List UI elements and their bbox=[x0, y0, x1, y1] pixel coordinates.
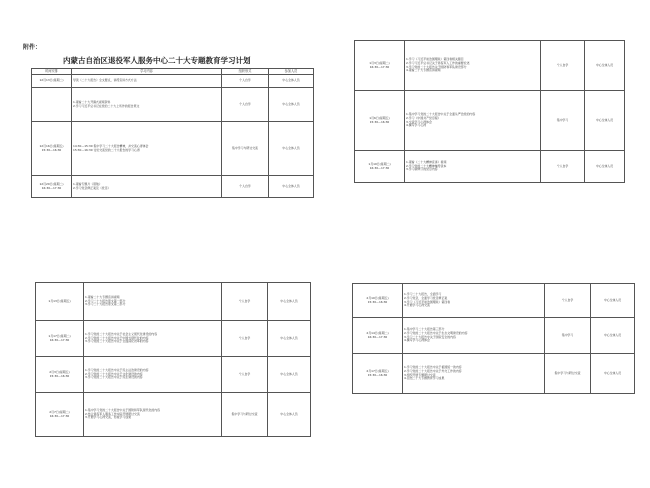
form-cell: 个人自学 bbox=[222, 176, 269, 198]
form-cell: 个人自学 bbox=[541, 151, 585, 183]
form-cell: 个人自学 bbox=[222, 283, 268, 321]
table-row bbox=[355, 91, 625, 151]
time-cell bbox=[32, 75, 72, 88]
content-line: 1.学习党的二十大报告中关于民主法治建设的内容 bbox=[85, 367, 149, 372]
content-line: 2.学习二十大报告原文第一部分 bbox=[85, 298, 126, 303]
table-row bbox=[353, 284, 635, 318]
content-cell bbox=[72, 122, 222, 176]
content-line: 2.学习党的二十大精神辅导读本 bbox=[406, 163, 447, 168]
time-cell bbox=[36, 283, 84, 321]
people-cell: 中心全体人员 bbox=[591, 284, 635, 318]
header-time: 时间安排 bbox=[32, 69, 72, 75]
table-row bbox=[32, 75, 314, 88]
time-line: 15:30—16:30 bbox=[367, 299, 388, 304]
content-cell bbox=[405, 91, 541, 151]
schedule-table-page-3 bbox=[35, 282, 311, 437]
content-line: 3.学习二十大报告原文第二部分 bbox=[85, 302, 126, 307]
time-line: 16:30—17:30 bbox=[367, 334, 388, 339]
table-row bbox=[32, 122, 314, 176]
content-line: 导读《二十大报告》全文要点，讲授宣讲方式方法 bbox=[73, 78, 137, 83]
time-line: 16:30—17:30 bbox=[369, 64, 390, 69]
form-cell: 个人自学 bbox=[541, 41, 585, 91]
table-row bbox=[36, 393, 311, 437]
table-row bbox=[355, 41, 625, 91]
content-line: 1.学习党的二十大报告中关于祖国统一的内容 bbox=[404, 364, 462, 369]
content-cell bbox=[403, 354, 545, 394]
time-cell bbox=[353, 284, 403, 318]
content-line: 1.观看二十大开幕式视频资料 bbox=[73, 100, 111, 105]
time-line: 16:30—17:30 bbox=[49, 413, 70, 418]
people-cell: 中心全体人员 bbox=[268, 321, 311, 357]
table-row bbox=[353, 354, 635, 394]
time-line: 16:30—17:30 bbox=[49, 337, 70, 342]
content-cell bbox=[84, 321, 222, 357]
people-cell: 中心全体人员 bbox=[585, 91, 625, 151]
table-row bbox=[32, 88, 314, 122]
content-cell bbox=[405, 41, 541, 91]
table-row bbox=[32, 176, 314, 198]
content-line: 2.学习党的二十大报告中关于中国式现代化的内容 bbox=[85, 335, 149, 340]
content-line: 1.学习党的二十大报告中关于社会主义现代化建设的内容 bbox=[85, 331, 158, 336]
form-cell: 集中学习与研讨交流 bbox=[222, 393, 268, 437]
time-cell bbox=[36, 321, 84, 357]
time-cell bbox=[355, 91, 405, 151]
content-line: 3.学习《习近平谈治国理政》第四卷 bbox=[404, 299, 451, 304]
table-row bbox=[36, 321, 311, 357]
content-cell bbox=[72, 88, 222, 122]
document-page-2 bbox=[346, 35, 638, 185]
content-line: 2.学习习近平总书记在党的二十大上所作的报告原文 bbox=[73, 103, 140, 108]
time-line: 1月17日(星期二) bbox=[48, 333, 71, 338]
content-line: 1.集中学习党的二十大报告中关于国防和军队现代化的内容 bbox=[85, 407, 161, 412]
people-cell: 中心全体人员 bbox=[269, 176, 314, 198]
time-line: 2月14日(星期二) bbox=[366, 330, 389, 335]
content-cell bbox=[84, 283, 222, 321]
form-cell: 集中学习与研讨交流 bbox=[222, 122, 269, 176]
document-page-1 bbox=[15, 28, 315, 228]
people-cell: 中心全体人员 bbox=[591, 318, 635, 354]
schedule-table-page-1 bbox=[31, 68, 314, 198]
header-form: 组织形式 bbox=[222, 69, 269, 75]
page-title: 内蒙古自治区退役军人服务中心二十大专题教育学习计划 bbox=[63, 56, 251, 65]
attachment-label: 附件： bbox=[23, 44, 42, 51]
document-page-4 bbox=[340, 275, 640, 400]
schedule-table-page-4 bbox=[352, 283, 635, 394]
time-line: 15:30—16:30 bbox=[41, 147, 62, 152]
header-content: 学习内容 bbox=[72, 69, 222, 75]
content-line: 1.观看《二十大精神宣讲》视频 bbox=[406, 159, 447, 164]
content-cell bbox=[72, 176, 222, 198]
content-line: 3.组织开展专题研讨交流 bbox=[404, 372, 436, 377]
time-line: 2月3日(星期五) bbox=[49, 369, 70, 374]
content-line: 2.结合退役军人服务工作实际开展研讨交流 bbox=[85, 411, 140, 416]
time-line: 2月17日(星期五) bbox=[366, 368, 389, 373]
content-line: 1.观看二十大专题宣讲视频 bbox=[85, 294, 120, 299]
time-line: 12月20日(星期二) bbox=[39, 182, 64, 187]
time-cell bbox=[36, 393, 84, 437]
time-line: 1月3日(星期二) bbox=[369, 60, 390, 65]
time-line: 12月13日(星期二) bbox=[39, 78, 64, 83]
content-line: 4.总结二十大专题教育学习成果 bbox=[404, 376, 445, 381]
people-cell: 中心全体人员 bbox=[269, 122, 314, 176]
content-line: 2.学习党章，全面学习党章修正案 bbox=[404, 295, 448, 300]
content-line: 1.集中学习二十大报告第三部分 bbox=[404, 326, 445, 331]
time-line: 1月6日(星期五) bbox=[369, 115, 390, 120]
people-cell: 中心全体人员 bbox=[585, 41, 625, 91]
content-line: 3.学习新修订的党章内容 bbox=[406, 167, 438, 172]
people-cell: 中心全体人员 bbox=[591, 354, 635, 394]
time-cell bbox=[355, 151, 405, 183]
people-cell: 中心全体人员 bbox=[268, 357, 311, 393]
content-cell bbox=[72, 75, 222, 88]
time-line: 15:30—16:30 bbox=[367, 372, 388, 377]
table-row bbox=[353, 318, 635, 354]
time-line: 1月10日(星期二) bbox=[368, 161, 391, 166]
content-line: 3.学习党的二十大报告关于国防和军队建设部分 bbox=[406, 64, 467, 69]
form-cell: 个人自学 bbox=[222, 321, 268, 357]
time-cell bbox=[36, 357, 84, 393]
content-line: 2.学习党章修正案及《党章》 bbox=[73, 185, 111, 190]
content-line: 1.学习二十大报告，全面学习 bbox=[404, 291, 442, 296]
content-cell bbox=[84, 393, 222, 437]
form-cell: 个人自学 bbox=[222, 88, 269, 122]
time-line: 2月10日(星期五) bbox=[366, 295, 389, 300]
content-line: 3.开展学习心得交流，形成学习成果 bbox=[85, 415, 132, 420]
schedule-table-page-2 bbox=[354, 40, 625, 183]
content-cell bbox=[84, 357, 222, 393]
time-cell bbox=[32, 176, 72, 198]
content-line: 15:30—16:30 讨论交流党的二十大报告的学习心得 bbox=[73, 147, 140, 152]
time-line: 2月7日(星期二) bbox=[49, 409, 70, 414]
content-line: 2.学习党的二十大报告中关于生态文明建设的内容 bbox=[404, 330, 468, 335]
table-row bbox=[355, 151, 625, 183]
content-line: 14:30—15:30 集中学习二十大报告精神，并交流心得体会 bbox=[73, 144, 149, 149]
content-cell bbox=[405, 151, 541, 183]
form-cell: 集中学习 bbox=[545, 318, 591, 354]
time-line: 16:30—17:30 bbox=[41, 185, 62, 190]
content-line: 3.交流学习心得体会 bbox=[406, 119, 432, 124]
time-cell bbox=[353, 318, 403, 354]
people-cell: 中心全体人员 bbox=[585, 151, 625, 183]
content-line: 3.学习党的二十大报告中关于民生建设的内容 bbox=[85, 375, 143, 380]
document-page-3 bbox=[15, 270, 315, 448]
content-line: 2.学习党的二十大报告中关于文化建设的内容 bbox=[85, 371, 143, 376]
content-line: 2.学习《中国共产党章程》 bbox=[406, 115, 441, 120]
time-line: 15:30—16:30 bbox=[369, 119, 390, 124]
time-line: 1月13日(星期五) bbox=[48, 298, 71, 303]
time-cell bbox=[355, 41, 405, 91]
form-cell: 个人自学 bbox=[222, 357, 268, 393]
content-line: 4.观看二十大专题宣讲视频 bbox=[406, 68, 441, 73]
form-cell: 集中学习 bbox=[541, 91, 585, 151]
time-line: 12月16日(星期五) bbox=[39, 144, 64, 149]
people-cell: 中心全体人员 bbox=[269, 75, 314, 88]
people-cell: 中心全体人员 bbox=[269, 88, 314, 122]
content-line: 3.学习二十大报告中关于国家安全的内容 bbox=[404, 334, 456, 339]
content-line: 4.撰写学习心得 bbox=[406, 123, 427, 128]
time-cell bbox=[32, 88, 72, 122]
content-line: 2.学习习近平总书记关于退役军人工作的重要论述 bbox=[406, 60, 470, 65]
content-line: 4.开展学习心得交流 bbox=[404, 303, 430, 308]
time-cell bbox=[32, 122, 72, 176]
content-line: 1.集中学习党的二十大报告中关于全面从严治党的内容 bbox=[406, 111, 476, 116]
content-cell bbox=[403, 284, 545, 318]
time-cell bbox=[353, 354, 403, 394]
form-cell: 个人自学 bbox=[222, 75, 269, 88]
form-cell: 集中学习与研讨交流 bbox=[545, 354, 591, 394]
table-row bbox=[36, 283, 311, 321]
content-line: 3.学习党的二十大报告中关于全面深化改革的内容 bbox=[85, 339, 149, 344]
content-line: 2.学习党的二十大报告中关于外交工作的内容 bbox=[404, 368, 462, 373]
people-cell: 中心全体人员 bbox=[268, 393, 311, 437]
people-cell: 中心全体人员 bbox=[268, 283, 311, 321]
time-line: 16:30—17:30 bbox=[369, 165, 390, 170]
content-cell bbox=[403, 318, 545, 354]
content-line: 1.观看专题片《领航》 bbox=[73, 182, 102, 187]
content-line: 4.撰写学习心得体会 bbox=[404, 338, 430, 343]
content-line: 1.学习《习近平谈治国理政》第四卷相关篇目 bbox=[406, 56, 464, 61]
header-people: 参加人员 bbox=[269, 69, 314, 75]
table-row bbox=[36, 357, 311, 393]
form-cell: 个人自学 bbox=[545, 284, 591, 318]
time-line: 15:30—16:30 bbox=[49, 373, 70, 378]
